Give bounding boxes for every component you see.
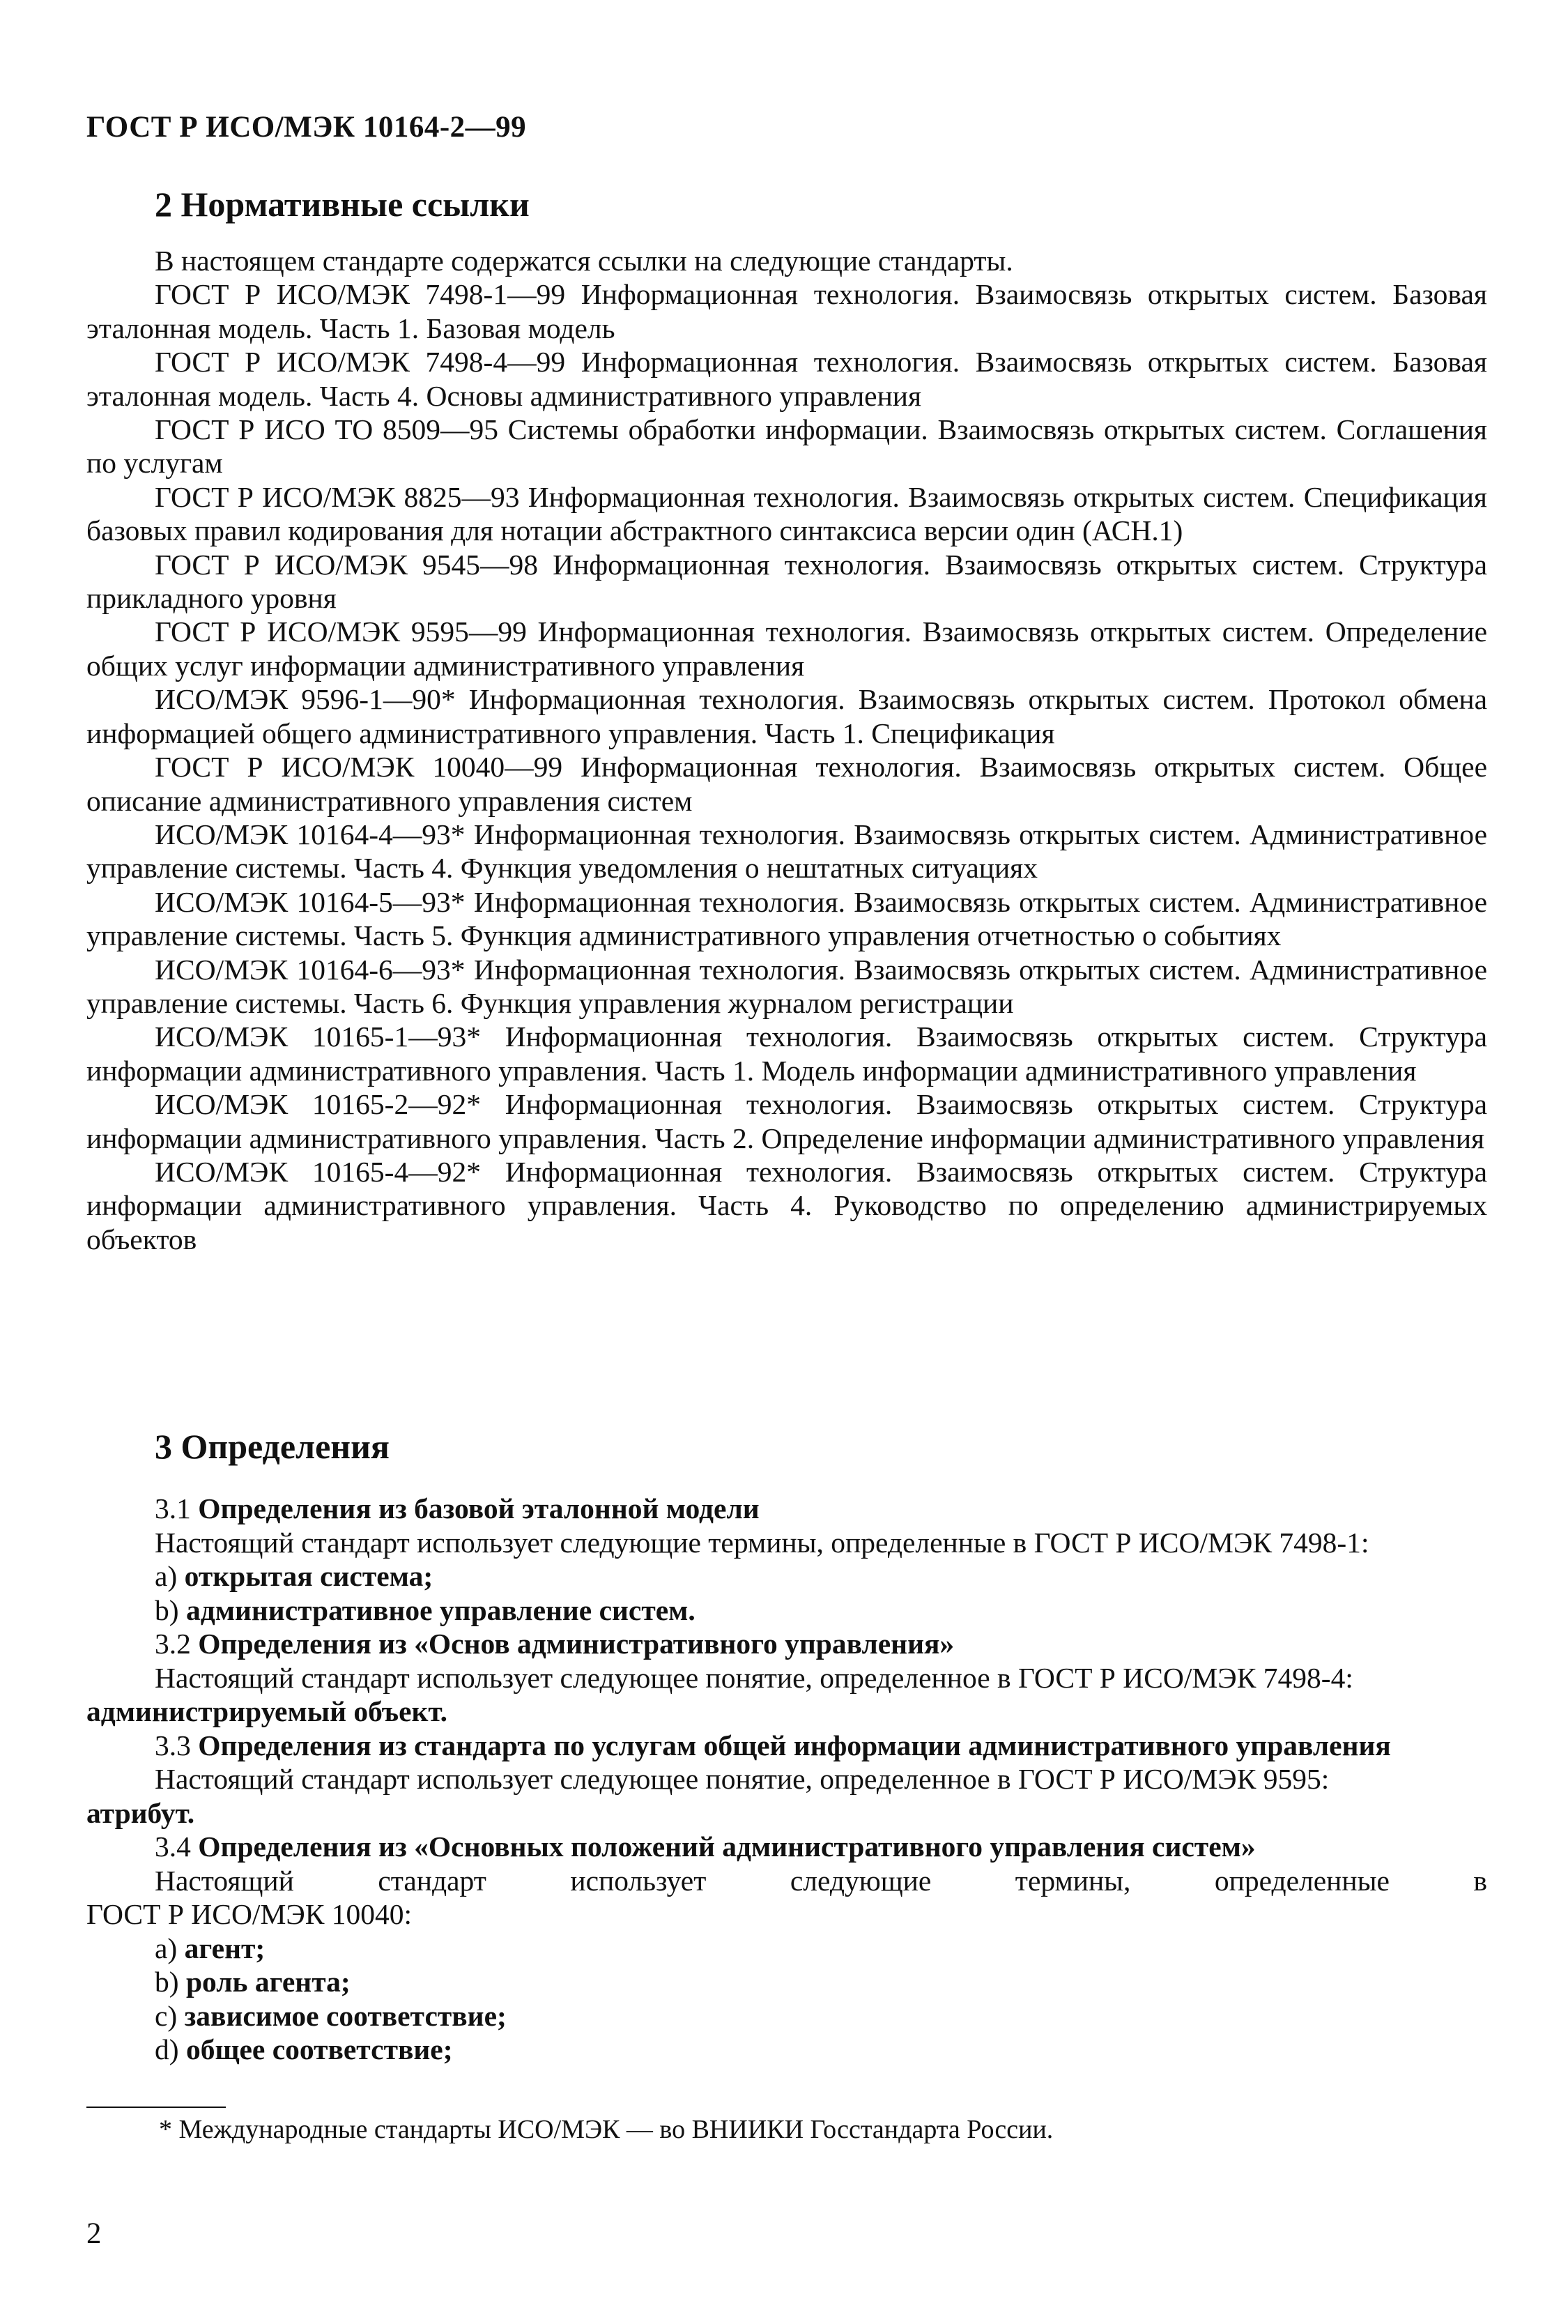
- section-3-title: 3 Определения: [155, 1427, 390, 1466]
- definition-item: [86, 1593, 1487, 1628]
- running-header: ГОСТ Р ИСО/МЭК 10164-2—99: [86, 111, 527, 144]
- item-marker: a): [155, 1560, 178, 1592]
- reference-item: ГОСТ Р ИСО/МЭК 9595—99 Информационная технология. Взаимосвязь открытых систем. Определение общих услуг информации административного управления: [86, 616, 1487, 682]
- reference-item: ИСО/МЭК 10164-6—93* Информационная технология. Взаимосвязь открытых систем. Административное управление системы. Часть 6. Функция управления журналом регистрации: [86, 953, 1487, 1019]
- definition-item: [86, 1965, 1487, 1999]
- subsection-title: Определения из базовой эталонной модели: [198, 1492, 760, 1524]
- definition-item: [86, 1559, 1487, 1593]
- subsection-3-4-heading: [86, 1830, 1487, 1864]
- subsection-number: 3.4: [155, 1830, 191, 1863]
- subsection-3-3-heading: [86, 1729, 1487, 1763]
- reference-item: ГОСТ Р ИСО/МЭК 9545—98 Информационная технология. Взаимосвязь открытых систем. Структура прикладного уровня: [86, 548, 1487, 615]
- subsection-number: 3.1: [155, 1492, 191, 1524]
- section-2-title: 2 Нормативные ссылки: [155, 185, 530, 224]
- item-marker: c): [155, 1999, 178, 2032]
- item-term: агент;: [184, 1932, 266, 1964]
- reference-item: ИСО/МЭК 10164-5—93* Информационная технология. Взаимосвязь открытых систем. Административное управление системы. Часть 5. Функция административного управления отчетностью о событиях: [86, 885, 1487, 952]
- item-marker: b): [155, 1966, 179, 1998]
- reference-item: ИСО/МЭК 10165-4—92* Информационная технология. Взаимосвязь открытых систем. Структура информации административного управления. Часть 4. Руководство по определению администрируемых объектов: [86, 1155, 1487, 1255]
- references-intro: В настоящем стандарте содержатся ссылки на следующие стандарты.: [155, 245, 1013, 277]
- item-term: администрируемый объект.: [86, 1695, 448, 1727]
- item-term: атрибут.: [86, 1796, 195, 1829]
- item-term: административное управление систем.: [185, 1593, 695, 1626]
- definition-item: [86, 1932, 1487, 1966]
- reference-item: ИСО/МЭК 10164-4—93* Информационная технология. Взаимосвязь открытых систем. Административное управление системы. Часть 4. Функция уведомления о нештатных ситуациях: [86, 818, 1487, 885]
- item-term: общее соответствие;: [185, 2033, 453, 2065]
- reference-item: ИСО/МЭК 10165-2—92* Информационная технология. Взаимосвязь открытых систем. Структура информации административного управления. Часть 2. Определение информации административного управления: [86, 1088, 1487, 1154]
- subsection-3-4-text-cont: ГОСТ Р ИСО/МЭК 10040:: [86, 1898, 413, 1930]
- reference-item: ГОСТ Р ИСО/МЭК 7498-1—99 Информационная технология. Взаимосвязь открытых систем. Базовая эталонная модель. Часть 1. Базовая модель: [86, 278, 1487, 344]
- footnote-divider: [86, 2107, 226, 2108]
- definition-item: [86, 2033, 1487, 2067]
- footnote: * Международные стандарты ИСО/МЭК — во ВНИИКИ Госстандарта России.: [159, 2115, 1054, 2144]
- item-marker: d): [155, 2033, 179, 2065]
- subsection-3-3-term: [86, 1796, 1487, 1830]
- item-marker: a): [155, 1932, 178, 1964]
- subsection-3-3-text: Настоящий стандарт использует следующее понятие, определенное в ГОСТ Р ИСО/МЭК 9595:: [155, 1763, 1330, 1795]
- definitions: [86, 1492, 1487, 2067]
- subsection-3-1-text: Настоящий стандарт использует следующие термины, определенные в ГОСТ Р ИСО/МЭК 7498-1:: [155, 1526, 1369, 1559]
- subsection-title: Определения из стандарта по услугам общей информации административного управления: [198, 1729, 1391, 1761]
- subsection-number: 3.3: [155, 1729, 191, 1761]
- subsection-number: 3.2: [155, 1628, 191, 1660]
- reference-item: ИСО/МЭК 10165-1—93* Информационная технология. Взаимосвязь открытых систем. Структура информации административного управления. Часть 1. Модель информации административного управления: [86, 1020, 1487, 1087]
- subsection-title: Определения из «Основ административного управления»: [198, 1628, 955, 1660]
- item-term: зависимое соответствие;: [184, 1999, 507, 2032]
- subsection-3-2-term: [86, 1695, 1487, 1729]
- page-number: 2: [86, 2217, 102, 2250]
- subsection-3-1-heading: [86, 1492, 1487, 1526]
- subsection-title: Определения из «Основных положений административного управления систем»: [198, 1830, 1256, 1863]
- reference-item: ГОСТ Р ИСО ТО 8509—95 Системы обработки информации. Взаимосвязь открытых систем. Соглашения по услугам: [86, 413, 1487, 480]
- subsection-3-4-text: Настоящий стандарт использует следующие термины, определенные в: [155, 1864, 1487, 1897]
- normative-references: [86, 244, 1487, 1256]
- reference-item: ИСО/МЭК 9596-1—90* Информационная технология. Взаимосвязь открытых систем. Протокол обмена информацией общего административного управления. Часть 1. Спецификация: [86, 683, 1487, 749]
- reference-item: ГОСТ Р ИСО/МЭК 7498-4—99 Информационная технология. Взаимосвязь открытых систем. Базовая эталонная модель. Часть 4. Основы административного управления: [86, 346, 1487, 412]
- item-marker: b): [155, 1593, 179, 1626]
- definition-item: [86, 1999, 1487, 2033]
- item-term: открытая система;: [184, 1560, 433, 1592]
- reference-item: ГОСТ Р ИСО/МЭК 8825—93 Информационная технология. Взаимосвязь открытых систем. Спецификация базовых правил кодирования для нотации абстрактного синтаксиса версии один (АСН.1): [86, 480, 1487, 547]
- reference-item: ГОСТ Р ИСО/МЭК 10040—99 Информационная технология. Взаимосвязь открытых систем. Общее описание административного управления систем: [86, 751, 1487, 817]
- subsection-3-2-text: Настоящий стандарт использует следующее понятие, определенное в ГОСТ Р ИСО/МЭК 7498-4:: [155, 1661, 1353, 1694]
- subsection-3-2-heading: [86, 1627, 1487, 1661]
- item-term: роль агента;: [185, 1966, 351, 1998]
